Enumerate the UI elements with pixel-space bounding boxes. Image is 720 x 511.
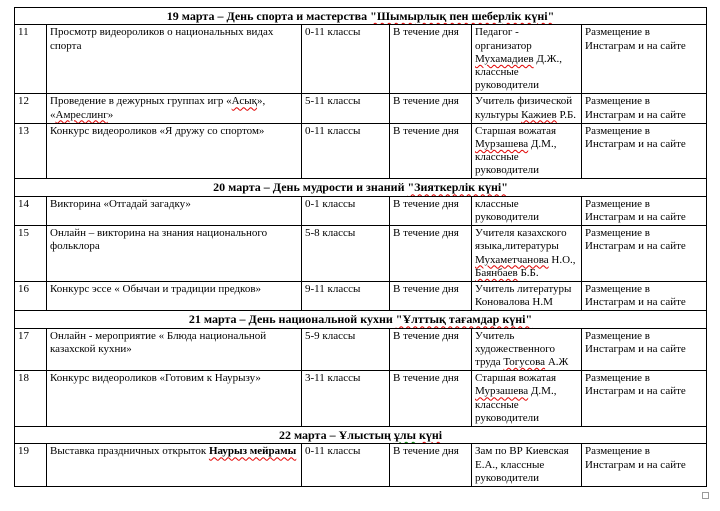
cell-responsible bbox=[472, 25, 582, 94]
text-run: Учитель физической культуры bbox=[475, 95, 573, 121]
text-run: Амреслинг bbox=[55, 108, 108, 121]
cell-classes bbox=[302, 328, 390, 371]
text-run: Размещение в Инстаграм и на сайте bbox=[585, 227, 686, 253]
event-plan-table bbox=[14, 7, 707, 487]
cell-responsible bbox=[472, 123, 582, 179]
text-run: 19 марта – День спорта и мастерства bbox=[166, 9, 371, 23]
cell-classes bbox=[302, 226, 390, 282]
text-run: В течение дня bbox=[393, 227, 459, 240]
text-run: 21 марта – День национальной кухни bbox=[188, 312, 396, 327]
text-run: 5-9 классы bbox=[305, 329, 356, 342]
text-run: Мурзашева bbox=[475, 137, 529, 150]
cell-time bbox=[390, 444, 472, 487]
text-run: Конкурс эссе « Обычаи и традиции предков» bbox=[50, 282, 262, 295]
cell-placement bbox=[582, 123, 707, 179]
cell-time bbox=[390, 196, 472, 225]
text-run: "Шымырлық пен шеберлік күні" bbox=[370, 9, 555, 23]
cell-num bbox=[15, 25, 47, 94]
table-row bbox=[15, 123, 707, 179]
cell-num bbox=[15, 328, 47, 371]
text-run: 17 bbox=[18, 329, 29, 342]
text-run: "Зияткерлік күні" bbox=[407, 180, 508, 195]
text-run: Д.М., классные руководители bbox=[475, 137, 557, 177]
text-run: », « bbox=[50, 95, 266, 121]
text-run: Баянбаев bbox=[475, 266, 518, 279]
text-run: 18 bbox=[18, 372, 29, 385]
cell-time bbox=[390, 226, 472, 282]
text-run: А.Ж bbox=[545, 356, 569, 369]
text-run: Проведение в дежурных группах игр « bbox=[50, 95, 232, 108]
text-run: 22 марта – Ұлыстың bbox=[278, 428, 394, 443]
section-header bbox=[15, 179, 707, 196]
cell-time bbox=[390, 94, 472, 123]
text-run: Выставка праздничных открыток bbox=[50, 445, 209, 458]
text-run: Педагог - организатор bbox=[475, 26, 532, 52]
cell-placement bbox=[582, 226, 707, 282]
text-run: күні bbox=[418, 428, 443, 443]
cell-placement bbox=[582, 196, 707, 225]
text-run: Тогусова bbox=[503, 356, 546, 369]
section-header bbox=[15, 427, 707, 444]
cell-num bbox=[15, 196, 47, 225]
cell-classes bbox=[302, 123, 390, 179]
cell-time bbox=[390, 25, 472, 94]
text-run: В течение дня bbox=[393, 372, 459, 385]
text-run: Старшая вожатая bbox=[475, 372, 557, 385]
text-run: 13 bbox=[18, 124, 29, 137]
text-run: ұлы bbox=[393, 428, 416, 443]
text-run: Н.О., bbox=[548, 253, 576, 266]
cell-placement bbox=[582, 94, 707, 123]
text-run: Онлайн – викторина на знания национального фольклора bbox=[50, 227, 268, 253]
text-run: 5-11 классы bbox=[305, 95, 361, 108]
cell-event bbox=[47, 328, 302, 371]
text-run: Учитель художественного труда bbox=[475, 329, 556, 369]
text-run: Конкурс видеороликов «Я дружу со спортом» bbox=[50, 124, 265, 137]
text-run: 0-11 классы bbox=[305, 445, 361, 458]
section-header-row bbox=[15, 427, 707, 444]
cell-event bbox=[47, 196, 302, 225]
text-run: Б.Б. bbox=[517, 266, 539, 279]
text-run: Старшая вожатая bbox=[475, 124, 557, 137]
text-run: 14 bbox=[18, 197, 29, 210]
table-resize-handle[interactable] bbox=[702, 492, 709, 499]
cell-num bbox=[15, 226, 47, 282]
section-header bbox=[15, 311, 707, 328]
cell-event bbox=[47, 25, 302, 94]
text-run: Просмотр видеороликов о национальных видах спорта bbox=[50, 26, 274, 52]
text-run: "Ұлттық тағамдар күні" bbox=[395, 312, 533, 327]
cell-num bbox=[15, 94, 47, 123]
text-run: 16 bbox=[18, 282, 29, 295]
section-header-row bbox=[15, 8, 707, 25]
text-run: Размещение в Инстаграм и на сайте bbox=[585, 372, 686, 398]
cell-event bbox=[47, 226, 302, 282]
cell-time bbox=[390, 123, 472, 179]
cell-event bbox=[47, 371, 302, 427]
cell-responsible bbox=[472, 196, 582, 225]
text-run: Д.М., классные руководители bbox=[475, 385, 557, 424]
cell-time bbox=[390, 328, 472, 371]
cell-num bbox=[15, 371, 47, 427]
text-run: Д.Ж., классные руководители bbox=[475, 52, 562, 92]
text-run: Учителя казахского языка,литературы bbox=[475, 227, 567, 253]
text-run: Мухамадиев bbox=[475, 52, 534, 65]
text-run: 5-8 классы bbox=[305, 227, 356, 240]
cell-responsible bbox=[472, 328, 582, 371]
text-run: Размещение в Инстаграм и на сайте bbox=[585, 329, 686, 355]
text-run: 0-1 классы bbox=[305, 197, 356, 210]
cell-placement bbox=[582, 281, 707, 310]
text-run: Размещение в Инстаграм и на сайте bbox=[585, 26, 686, 52]
text-run: Размещение в Инстаграм и на сайте bbox=[585, 282, 686, 309]
cell-event bbox=[47, 94, 302, 123]
cell-responsible bbox=[472, 94, 582, 123]
cell-classes bbox=[302, 196, 390, 225]
text-run: Мухаметчанова bbox=[475, 253, 549, 266]
event-plan-table-body bbox=[15, 8, 707, 487]
text-run: Наурыз мейрамы bbox=[208, 445, 297, 458]
cell-responsible bbox=[472, 226, 582, 282]
text-run: Конкурс видеороликов «Готовим к Наурызу» bbox=[50, 372, 261, 385]
table-row bbox=[15, 25, 707, 94]
text-run: Мурзашева bbox=[475, 385, 529, 398]
text-run: В течение дня bbox=[393, 95, 459, 108]
cell-classes bbox=[302, 94, 390, 123]
text-run: 12 bbox=[18, 95, 29, 108]
cell-num bbox=[15, 123, 47, 179]
section-header bbox=[15, 8, 707, 25]
table-row bbox=[15, 444, 707, 487]
cell-placement bbox=[582, 328, 707, 371]
cell-responsible bbox=[472, 444, 582, 487]
text-run: 15 bbox=[18, 227, 29, 240]
table-row bbox=[15, 196, 707, 225]
text-run: » bbox=[107, 108, 114, 121]
table-row bbox=[15, 94, 707, 123]
cell-num bbox=[15, 444, 47, 487]
text-run: 19 bbox=[18, 445, 29, 458]
cell-classes bbox=[302, 25, 390, 94]
text-run: В течение дня bbox=[393, 445, 459, 458]
cell-placement bbox=[582, 444, 707, 487]
section-header-row bbox=[15, 311, 707, 328]
text-run: Кажиев bbox=[521, 108, 557, 121]
cell-classes bbox=[302, 281, 390, 310]
text-run: Асық bbox=[231, 95, 257, 108]
text-run: 20 марта – День мудрости и знаний bbox=[213, 180, 408, 195]
text-run: 11 bbox=[18, 26, 29, 39]
cell-responsible bbox=[472, 371, 582, 427]
text-run: 0-11 классы bbox=[305, 26, 361, 39]
text-run: В течение дня bbox=[393, 329, 459, 342]
table-row bbox=[15, 281, 707, 310]
cell-time bbox=[390, 371, 472, 427]
text-run: Онлайн - мероприятие « Блюда национальной казахской кухни» bbox=[50, 329, 267, 355]
text-run: Размещение в Инстаграм и на сайте bbox=[585, 197, 686, 224]
text-run: Размещение в Инстаграм и на сайте bbox=[585, 124, 686, 150]
text-run: В течение дня bbox=[393, 124, 459, 137]
text-run: Учитель литературы Коновалова Н.М bbox=[475, 282, 572, 309]
cell-classes bbox=[302, 371, 390, 427]
table-row bbox=[15, 371, 707, 427]
text-run: Р.Б. bbox=[556, 108, 577, 121]
section-header-row bbox=[15, 179, 707, 196]
text-run: В течение дня bbox=[393, 197, 459, 210]
cell-placement bbox=[582, 25, 707, 94]
text-run: классные руководители bbox=[475, 197, 539, 224]
cell-placement bbox=[582, 371, 707, 427]
text-run: 9-11 классы bbox=[305, 282, 361, 295]
text-run: Викторина «Отгадай загадку» bbox=[50, 197, 191, 210]
text-run: 0-11 классы bbox=[305, 124, 361, 137]
table-row bbox=[15, 226, 707, 282]
table-row bbox=[15, 328, 707, 371]
text-run: Размещение в Инстаграм и на сайте bbox=[585, 95, 686, 121]
text-run: В течение дня bbox=[393, 26, 459, 39]
cell-time bbox=[390, 281, 472, 310]
cell-event bbox=[47, 281, 302, 310]
cell-event bbox=[47, 123, 302, 179]
cell-event bbox=[47, 444, 302, 487]
text-run: 3-11 классы bbox=[305, 372, 361, 385]
text-run: В течение дня bbox=[393, 282, 459, 295]
cell-responsible bbox=[472, 281, 582, 310]
text-run: Зам по ВР Киевская Е.А., классные руководители bbox=[475, 445, 569, 484]
cell-classes bbox=[302, 444, 390, 487]
cell-num bbox=[15, 281, 47, 310]
text-run: Размещение в Инстаграм и на сайте bbox=[585, 445, 686, 471]
